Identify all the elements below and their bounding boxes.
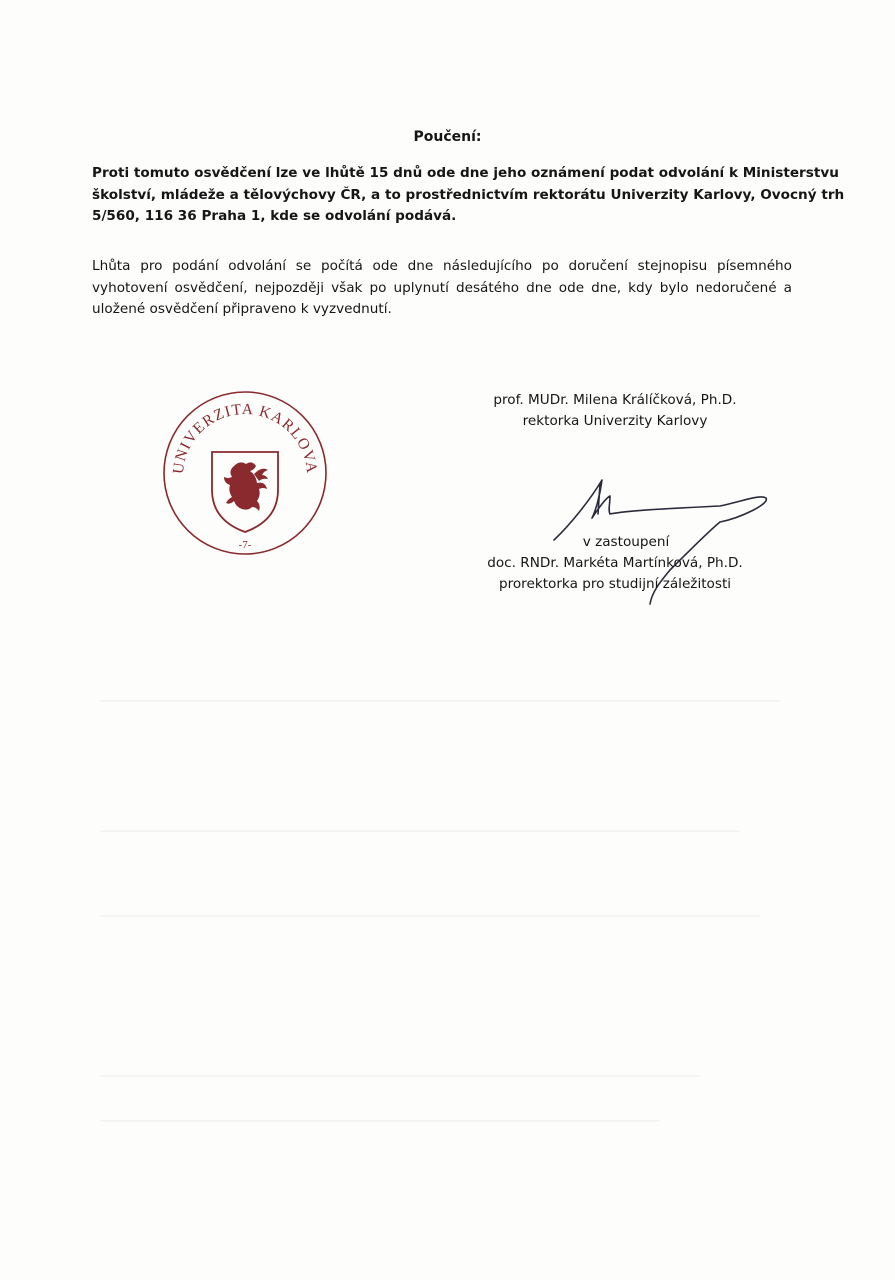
lion-emblem xyxy=(224,462,268,511)
rector-title: rektorka Univerzity Karlovy xyxy=(522,413,708,429)
deputy-signature-block xyxy=(470,532,760,595)
proxy-label: v zastoupení xyxy=(582,534,670,550)
paragraph-line: vyhotovení osvědčení, nejpozději však po uplynutí desátého dne ode dne, kdy bylo nedoručené a xyxy=(92,279,792,296)
deputy-name: doc. RNDr. Markéta Martínková, Ph.D. xyxy=(487,555,743,571)
paragraph-line: Proti tomuto osvědčení lze ve lhůtě 15 dnů ode dne jeho oznámení podat odvolání k Ministerstvu xyxy=(92,165,839,181)
paragraph-line: Lhůta pro podání odvolání se počítá ode dne následujícího po doručení stejnopisu písemného xyxy=(92,258,792,274)
notice-heading: Poučení: xyxy=(413,129,482,145)
deadline-paragraph xyxy=(92,256,792,321)
seal-number: -7- xyxy=(238,539,252,551)
paragraph-line: školství, mládeže a tělovýchovy ČR, a to prostřednictvím rektorátu Univerzity Karlovy, Ovocný trh xyxy=(92,186,845,203)
show-through-mark xyxy=(100,1120,660,1122)
rector-signature-block xyxy=(470,390,760,432)
deputy-title: prorektorka pro studijní záležitosti xyxy=(498,576,732,592)
show-through-mark xyxy=(100,915,760,917)
paragraph-line: 5/560, 116 36 Praha 1, kde se odvolání podává. xyxy=(92,208,457,224)
seal-text: UNIVERZITA KARLOVA xyxy=(169,400,321,475)
university-seal xyxy=(162,390,328,556)
show-through-mark xyxy=(100,1075,700,1077)
appeal-paragraph xyxy=(92,163,845,228)
show-through-mark xyxy=(100,830,740,832)
show-through-mark xyxy=(100,700,780,702)
paragraph-line: uložené osvědčení připraveno k vyzvednutí. xyxy=(92,301,392,317)
rector-name: prof. MUDr. Milena Králíčková, Ph.D. xyxy=(493,392,737,408)
